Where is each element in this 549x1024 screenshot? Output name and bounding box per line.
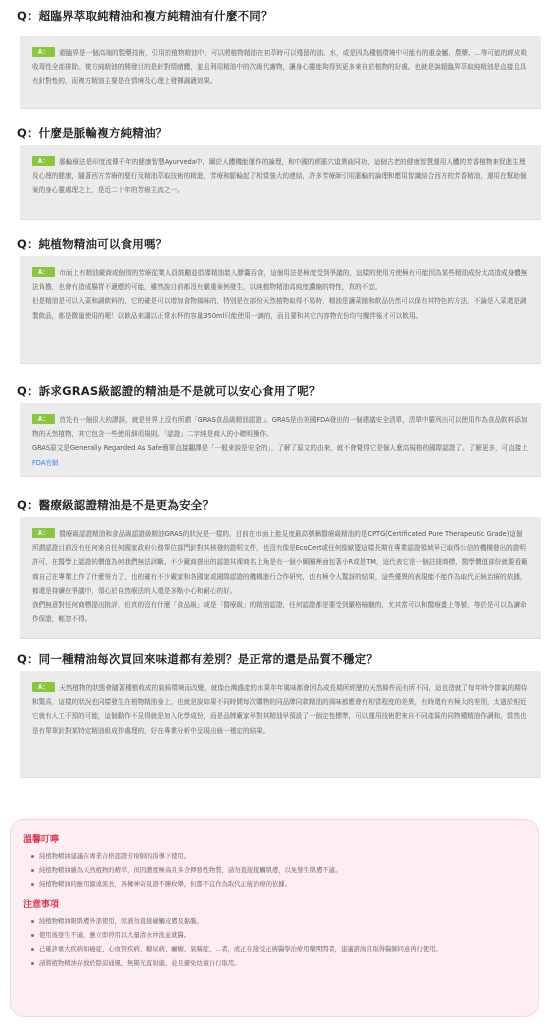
fda-link[interactable]: FDA官網 [32, 458, 59, 467]
faq-question: Q：超臨界萃取純精油和複方純精油有什麼不同？ [17, 9, 273, 23]
faq-answer [20, 517, 541, 639]
faq-answer [20, 256, 541, 364]
list-item: 請將植物精油存放於陰涼通風、無陽光直射處，並且避免幼童自行取用。 [23, 957, 528, 971]
answer-badge: A： [32, 528, 55, 538]
answer-badge: A： [32, 267, 55, 277]
answer-badge: A： [32, 156, 55, 166]
answer-text: 醫療級認證精油和食品級認證級精油GRAS的狀況是一樣的，目前在市面上能見度最高號稱醫療級精油的是CPTG(Certificated Pure Therapeutic Grade)這個所謂認證目前沒有任何來自任何國家政府公務單位部門針對其核發的證明文件，也沒有像是EcoCert或任何像歐盟這樣長期在專業認證領域早已取得公信的機構發出的證明許可，在醫學上認證的價值為何我們無法評斷。不少廠商提出的認證其裸商名上角是有一個小圖圈裡面包著小R或是TM，這代表它是一個註冊商標，醫學價值部份就要看廠商自己在專業上作了什麼努力了，也的確有不少廠家和各國家或國際認證的機構進行合作研究，也有極令人驚訝的結果，這些優異的表現能不能作為取代正統治療的依據，都還是持續在爭議中，領心於自然療法的人還是多點小心和耐心的好。 [32, 530, 528, 595]
list-item: 使用後發生不適，應立即停用以大量清水沖洗並就醫。 [23, 929, 528, 943]
faq-question: Q：同一種精油每次買回來味道都有差別？是正常的還是品質不穩定？ [17, 652, 378, 666]
list-item: 純植物精油的應用源遠流長，各擁神奇見證不勝枚舉，但都不宜作為取代正統治療的依據。 [23, 878, 528, 892]
answer-text: 我們無意對任何商標提出批評，但真的沒有什麼「食品級」或是「醫療級」的精油認證，任何認證都是要受到嚴格檢驗的，尤其當可以和醫療畫上等號，等於是可以為讀命作保證，輕忽不得。 [32, 601, 527, 624]
faq-question: Q：訴求GRAS級認證的精油是不是就可以安心食用了呢？ [17, 384, 321, 398]
list-item: 已確診重大疾病如癌症、心血管疾病、糖尿病、癲癇、氣喘症、...者，或正在接受正統醫學治療用藥期間者，建議諮詢且取得醫師同意再行使用。 [23, 943, 528, 957]
faq-answer [20, 403, 541, 477]
faq-answer [20, 36, 541, 109]
warm-reminder-title: 溫馨叮嚀 [23, 835, 60, 845]
list-item: 純植物精油建議在專業合格認證芳療師的指導下使用。 [23, 850, 528, 864]
faq-question: Q：醫療級認證精油是不是更為安全？ [17, 498, 215, 512]
faq-question: Q：什麼是脈輪複方純精油？ [17, 126, 168, 140]
faq-answer [20, 671, 541, 778]
faq-answer [20, 145, 541, 220]
list-item: 純植物精油限肌膚外部使用，原液勿直接碰觸皮膚及黏膜。 [23, 915, 528, 929]
answer-text: 超臨界是一個高端的製藥技術，引用於植物精油中，可以將植物精油在初萃時可以殘留的油、水，或是因為種植環境中可能有的重金屬、農藥、...等可能的經皮吸收毒性全部排除。複方純精油的開發目的是針對情緒體，並且利用精油中的次級代謝物，讓身心靈能夠得到更多來自於植物的好處。也就是說超臨界萃取純精油是直接且具有針對性的，而複方精油主要是在情境及心理上發揮調適效果。 [32, 49, 528, 86]
caution-title: 注意事項 [23, 899, 60, 910]
warm-reminder-list [23, 850, 528, 893]
notice-panel [10, 819, 539, 1017]
answer-text: 但是精油是可以入菜和調飲料的，它的確是可以增加食物風味的，特別是在部份天然植物取得不易時，精油是讓菜餚和飲品仍然可以保有其特色的方法，不論是入菜還是調製飲品，都是微量使用的喔！以飲品來講以正常水杯的容量350ml只能使用一滴的，而且要和其它內容物充份均勻攪拌後才可以飲用。 [32, 297, 527, 320]
list-item: 純植物精油雖為天然植物的精萃，但因濃度極高且多含揮發性物質，請勿直接接觸肌膚，以免發生肌膚不適。 [23, 864, 528, 878]
answer-badge: A： [32, 682, 55, 692]
answer-text: 首先有一個很大的謬誤，就是世界上沒有所謂「GRAS食品級精油認證」。GRAS是由美國FDA發出的一個建議安全清單，清單中羅列出可以使用作為食品飲料添加物的天然植物，其它包含一些使用細項規則。「認證」二字純是商人的小聰明操作。 [32, 416, 528, 439]
answer-badge: A： [32, 414, 55, 424]
answer-text: 市面上有精油廠商或個別的芳療從業人員鼓勵並倡導精油裝入膠囊吞食，這個用法是極度受到爭議的，這樣的使用方使極有可能因為某些精油成份太高造成身體無法負擔，也會有造成腸胃不適應的可能，雖然說目前都沒有嚴重案例發生，以純植物精油高純度濃縮的特性，真的不宜。 [32, 269, 528, 292]
caution-list [23, 915, 528, 972]
answer-text: 天然植物的狀態會隨著種植收成的氣候環境而改變，就像台灣盛產的水果年年風味都會因為成長期所經歷的天然條件而有所不同，這也造就了每年時令節氣的期待和驚喜，這樣的狀況也同樣發生在植物精油身上，也就是說如果不同時間每次購物的同品牌同款精油的風味都應會有相當程度的差異，有時還有有極大的差別，太過於相近它就有人工干預的可能，這個動作不見得就是加入化學成份，而是品牌廠家早對其精油早預設了一個定性標準，可以運用技術把來自不同產區的同物種精油作調和，當然也是有單單針對某特定精油組成作處理的，好在專業分析中呈現出統一穩定的結果。 [32, 684, 528, 735]
answer-badge: A： [32, 47, 55, 57]
faq-question: Q：純植物精油可以食用嗎？ [17, 237, 168, 251]
answer-text: GRAS原文是Generally Regarded As Safe簡單直接翻譯是「一般來說是安全的」，了解了原文的由來，就不會覺得它是個人麼高規格的國際認證了。了解更多，可直接上 [32, 444, 528, 453]
answer-text: 脈輪療法是印度流傳千年的健康智慧Ayurveda中，關於人體機能運作的論理，和中國的經脈穴道異曲同功，這個古老的健康智慧運用人體的芳香植物來促進生理及心理的健康，隨著西方芳療的聖行及精油萃取技術的精進，芳療和脈輪起了相當強大的連結，許多芳療師引用脈輪的論理和應用智識結合西方的芳香精油，運用在幫助個案的身心靈處理之上，是近二十年的芳療主流之一。 [32, 158, 527, 195]
